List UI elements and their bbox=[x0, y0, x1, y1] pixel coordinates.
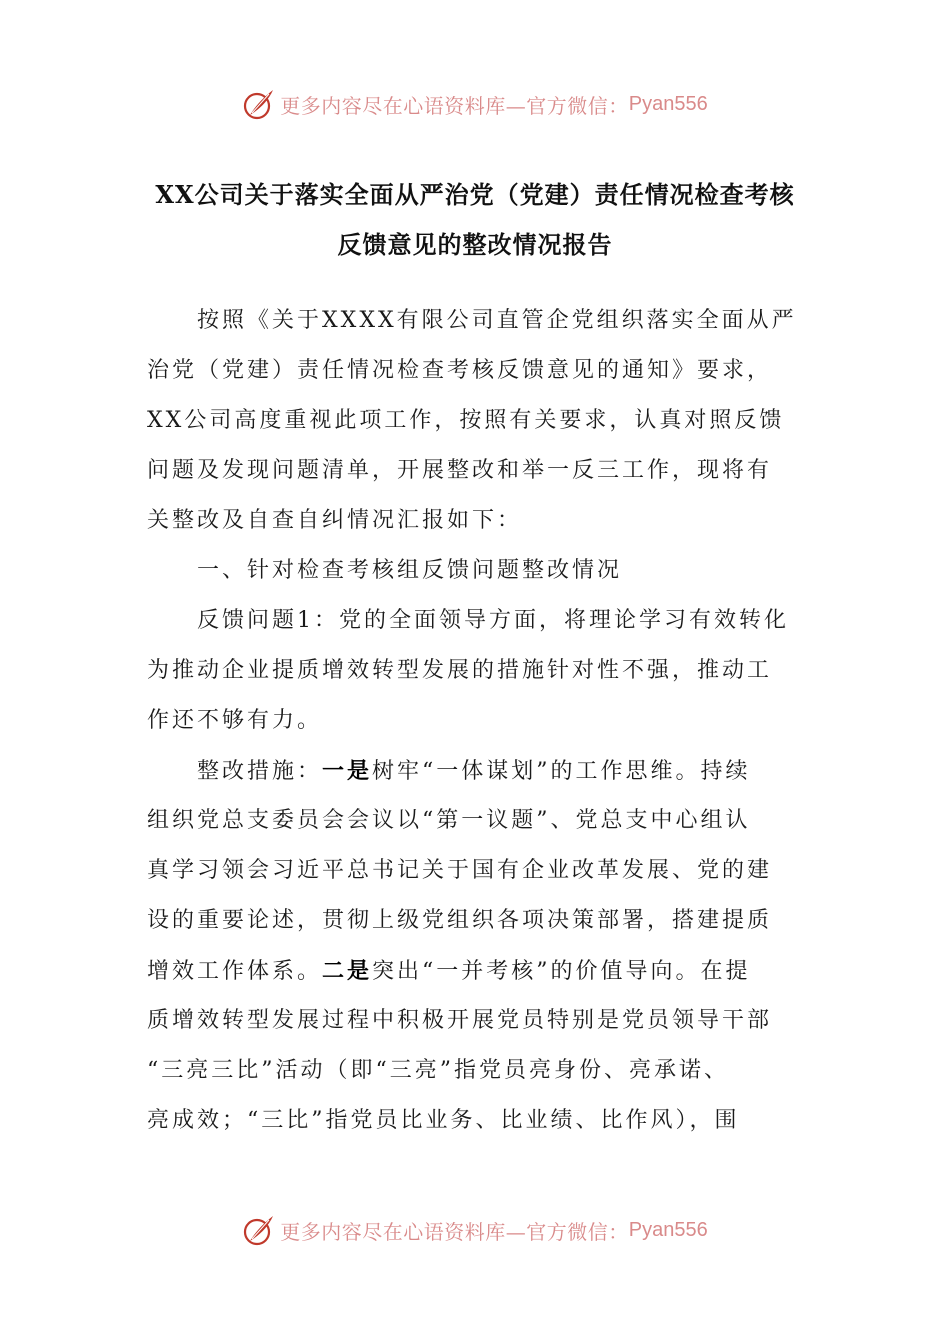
body-line: 关整改及自查自纠情况汇报如下： bbox=[147, 508, 523, 533]
body-line: 为推动企业提质增效转型发展的措施针对性不强，推动工 bbox=[147, 658, 773, 683]
body-line: 作还不够有力。 bbox=[147, 708, 323, 733]
document-title bbox=[120, 170, 830, 270]
document-body bbox=[147, 296, 807, 1146]
body-line: 组织党总支委员会会议以“第一议题”、党总支中心组认 bbox=[147, 808, 751, 833]
title-line-1: XX公司关于落实全面从严治党（党建）责任情况检查考核 bbox=[155, 180, 795, 209]
body-line: 治党（党建）责任情况检查考核反馈意见的通知》要求， bbox=[147, 358, 773, 383]
feather-pen-logo-icon bbox=[242, 87, 276, 121]
banner-text: 更多内容尽在心语资料库—官方微信： bbox=[280, 93, 629, 118]
feather-pen-logo-icon bbox=[242, 1213, 276, 1247]
title-line-2: 反馈意见的整改情况报告 bbox=[337, 230, 613, 259]
body-line: 亮成效；“三比”指党员比业务、比业绩、比作风），围 bbox=[147, 1108, 740, 1133]
body-line: “三亮三比”活动（即“三亮”指党员亮身份、亮承诺、 bbox=[147, 1058, 729, 1083]
measures-bold-one: 一是 bbox=[322, 758, 373, 784]
body-line: 按照《关于XXXX有限公司直管企党组织落实全面从严 bbox=[197, 308, 797, 333]
header-banner bbox=[0, 84, 950, 124]
banner-wechat-id: Pyan556 bbox=[628, 92, 708, 115]
section-heading: 一、针对检查考核组反馈问题整改情况 bbox=[197, 558, 623, 583]
footer-banner bbox=[0, 1210, 950, 1250]
body-line: 问题及发现问题清单，开展整改和举一反三工作，现将有 bbox=[147, 458, 773, 483]
banner-text: 更多内容尽在心语资料库—官方微信： bbox=[280, 1219, 629, 1244]
measures-rest: 突出“一并考核”的价值导向。在提 bbox=[372, 959, 751, 984]
body-line: 真学习领会习近平总书记关于国有企业改革发展、党的建 bbox=[147, 858, 773, 883]
measures-bold-two: 二是 bbox=[322, 958, 373, 984]
body-line: 质增效转型发展过程中积极开展党员特别是党员领导干部 bbox=[147, 1008, 773, 1033]
measures-rest: 树牢“一体谋划”的工作思维。持续 bbox=[372, 759, 751, 784]
measures-line bbox=[147, 946, 807, 996]
measures-line bbox=[147, 746, 807, 796]
measures-prefix: 增效工作体系。 bbox=[147, 959, 323, 984]
body-line: XX公司高度重视此项工作，按照有关要求，认真对照反馈 bbox=[147, 408, 785, 433]
measures-prefix: 整改措施： bbox=[197, 759, 323, 784]
body-line: 反馈问题1：党的全面领导方面，将理论学习有效转化 bbox=[197, 608, 789, 633]
banner-wechat-id: Pyan556 bbox=[628, 1218, 708, 1241]
body-line: 设的重要论述，贯彻上级党组织各项决策部署，搭建提质 bbox=[147, 908, 773, 933]
